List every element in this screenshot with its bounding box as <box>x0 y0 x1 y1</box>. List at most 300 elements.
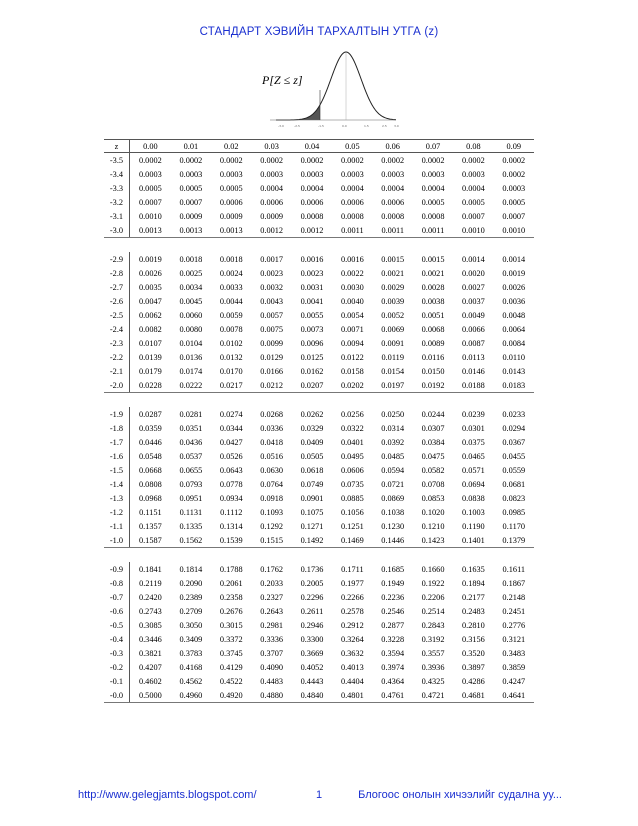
probability-cell: 0.2266 <box>340 592 364 602</box>
probability-cell: 0.0465 <box>462 451 485 461</box>
probability-cell: 0.0005 <box>219 183 243 193</box>
probability-cell: 0.0078 <box>219 324 243 334</box>
row-z-value: -2.7 <box>104 280 130 294</box>
probability-cell: 0.0009 <box>260 211 284 221</box>
probability-cell: 0.0582 <box>421 465 445 475</box>
probability-cell: 0.0062 <box>138 310 162 320</box>
probability-cell: 0.2296 <box>300 592 324 602</box>
probability-cell: 0.2177 <box>462 592 485 602</box>
probability-cell: 0.0008 <box>381 211 405 221</box>
row-z-value: -0.0 <box>104 688 130 703</box>
row-z-value: -1.6 <box>104 449 130 463</box>
probability-cell: 0.1814 <box>179 564 203 574</box>
probability-cell: 0.3520 <box>462 648 485 658</box>
row-z-value: -0.5 <box>104 618 130 632</box>
probability-cell: 0.1660 <box>421 564 445 574</box>
probability-cell: 0.0027 <box>462 282 485 292</box>
block-spacer <box>104 548 534 563</box>
probability-cell: 0.0075 <box>260 324 284 334</box>
probability-cell: 0.0559 <box>502 465 526 475</box>
probability-cell: 0.0322 <box>340 423 364 433</box>
table-row <box>104 505 534 519</box>
probability-cell: 0.0045 <box>179 296 203 306</box>
probability-cell: 0.0004 <box>260 183 284 193</box>
probability-cell: 0.4404 <box>340 676 364 686</box>
probability-cell: 0.0228 <box>130 378 171 393</box>
row-z-value: -1.8 <box>104 421 130 435</box>
probability-cell: 0.0192 <box>413 378 453 393</box>
probability-cell: 0.0039 <box>381 296 405 306</box>
probability-cell: 0.0044 <box>219 296 243 306</box>
probability-cell: 0.0006 <box>260 197 284 207</box>
probability-cell: 0.0003 <box>502 183 526 193</box>
probability-cell: 0.4483 <box>260 676 284 686</box>
probability-cell: 0.0040 <box>340 296 364 306</box>
probability-cell: 0.0015 <box>421 254 445 264</box>
page-title: СТАНДАРТ ХЭВИЙН ТАРХАЛТЫН УТГА (z) <box>199 26 439 38</box>
probability-cell: 0.0174 <box>179 366 203 376</box>
probability-cell: 0.0009 <box>219 211 243 221</box>
probability-cell: 0.3669 <box>300 648 324 658</box>
probability-cell: 0.0002 <box>300 155 324 165</box>
probability-cell: 0.3409 <box>179 634 203 644</box>
probability-cell: 0.0668 <box>138 465 162 475</box>
table-row <box>104 181 534 195</box>
probability-cell: 0.4090 <box>260 662 284 672</box>
probability-cell: 0.2546 <box>381 606 405 616</box>
table-row <box>104 435 534 449</box>
probability-cell: 0.0003 <box>381 169 405 179</box>
probability-cell: 0.0446 <box>138 437 162 447</box>
probability-cell: 0.0571 <box>462 465 485 475</box>
probability-cell: 0.0094 <box>340 338 364 348</box>
probability-cell: 0.0233 <box>502 409 526 419</box>
probability-cell: 0.2676 <box>219 606 243 616</box>
probability-cell: 0.0004 <box>462 183 485 193</box>
probability-cell: 0.0418 <box>260 437 284 447</box>
probability-cell: 0.0183 <box>494 378 534 393</box>
probability-cell: 0.0091 <box>381 338 405 348</box>
probability-cell: 0.0002 <box>219 155 243 165</box>
probability-cell: 0.0003 <box>219 169 243 179</box>
probability-cell: 0.0031 <box>300 282 324 292</box>
axis-tick-label: -2.5 <box>294 124 300 128</box>
probability-cell: 0.0002 <box>381 155 405 165</box>
probability-cell: 0.4761 <box>373 688 413 703</box>
probability-cell: 0.0274 <box>219 409 243 419</box>
probability-cell: 0.0401 <box>340 437 364 447</box>
probability-cell: 0.0002 <box>179 155 203 165</box>
probability-cell: 0.0006 <box>300 197 324 207</box>
row-z-value: -2.2 <box>104 350 130 364</box>
probability-cell: 0.0307 <box>421 423 445 433</box>
table-row <box>104 308 534 322</box>
row-z-value: -3.1 <box>104 209 130 223</box>
probability-cell: 0.1762 <box>260 564 284 574</box>
row-z-value: -1.5 <box>104 463 130 477</box>
probability-cell: 0.2389 <box>179 592 203 602</box>
probability-cell: 0.0436 <box>179 437 203 447</box>
probability-cell: 0.2643 <box>260 606 284 616</box>
probability-cell: 0.1562 <box>171 533 211 548</box>
probability-cell: 0.0049 <box>462 310 485 320</box>
probability-cell: 0.0516 <box>260 451 284 461</box>
probability-cell: 0.3632 <box>340 648 364 658</box>
probability-cell: 0.0708 <box>421 479 445 489</box>
probability-cell: 0.0008 <box>340 211 364 221</box>
header-col: 0.02 <box>224 141 239 151</box>
probability-cell: 0.1587 <box>130 533 171 548</box>
probability-cell: 0.0951 <box>179 493 203 503</box>
probability-cell: 0.0158 <box>340 366 364 376</box>
probability-cell: 0.3897 <box>462 662 485 672</box>
probability-cell: 0.0003 <box>260 169 284 179</box>
probability-cell: 0.0002 <box>260 155 284 165</box>
probability-cell: 0.3859 <box>502 662 526 672</box>
probability-cell: 0.0139 <box>138 352 162 362</box>
probability-cell: 0.4801 <box>332 688 372 703</box>
probability-cell: 0.0104 <box>179 338 203 348</box>
row-z-value: -0.4 <box>104 632 130 646</box>
probability-cell: 0.2709 <box>179 606 203 616</box>
probability-cell: 0.4840 <box>292 688 332 703</box>
probability-cell: 0.0011 <box>413 223 453 238</box>
row-z-value: -1.4 <box>104 477 130 491</box>
probability-cell: 0.0004 <box>381 183 405 193</box>
table-row <box>104 336 534 350</box>
row-z-value: -1.3 <box>104 491 130 505</box>
probability-cell: 0.0735 <box>340 479 364 489</box>
probability-cell: 0.3783 <box>179 648 203 658</box>
probability-cell: 0.0006 <box>340 197 364 207</box>
probability-cell: 0.0475 <box>421 451 445 461</box>
probability-cell: 0.4325 <box>421 676 445 686</box>
probability-cell: 0.0116 <box>421 352 445 362</box>
probability-cell: 0.0207 <box>292 378 332 393</box>
probability-cell: 0.0359 <box>138 423 162 433</box>
probability-cell: 0.0351 <box>179 423 203 433</box>
probability-cell: 0.1379 <box>494 533 534 548</box>
table-row <box>104 252 534 266</box>
probability-cell: 0.0023 <box>300 268 324 278</box>
probability-cell: 0.0016 <box>340 254 364 264</box>
probability-cell: 0.3300 <box>300 634 324 644</box>
probability-cell: 0.4960 <box>171 688 211 703</box>
probability-cell: 0.0005 <box>502 197 526 207</box>
block-spacer <box>104 238 534 253</box>
table-row <box>104 167 534 181</box>
probability-cell: 0.4247 <box>502 676 526 686</box>
header-col: 0.07 <box>425 141 441 151</box>
formula-label: P[Z ≤ z] <box>262 73 303 87</box>
probability-cell: 0.0179 <box>138 366 162 376</box>
probability-cell: 0.0033 <box>219 282 243 292</box>
probability-cell: 0.1093 <box>260 507 284 517</box>
probability-cell: 0.4562 <box>179 676 203 686</box>
probability-cell: 0.2912 <box>340 620 364 630</box>
probability-cell: 0.2061 <box>219 578 243 588</box>
probability-cell: 0.0409 <box>300 437 324 447</box>
probability-cell: 0.0068 <box>421 324 445 334</box>
probability-cell: 0.1539 <box>211 533 251 548</box>
probability-cell: 0.3156 <box>462 634 485 644</box>
probability-cell: 0.4364 <box>381 676 405 686</box>
probability-cell: 0.0006 <box>219 197 243 207</box>
probability-cell: 0.0721 <box>381 479 405 489</box>
probability-cell: 0.0005 <box>421 197 445 207</box>
probability-cell: 0.0150 <box>421 366 445 376</box>
table-row <box>104 407 534 421</box>
probability-cell: 0.1075 <box>300 507 324 517</box>
probability-cell: 0.2236 <box>381 592 405 602</box>
probability-cell: 0.0694 <box>462 479 485 489</box>
probability-cell: 0.0048 <box>502 310 526 320</box>
probability-cell: 0.0934 <box>219 493 243 503</box>
probability-cell: 0.3372 <box>219 634 243 644</box>
probability-cell: 0.1210 <box>421 521 445 531</box>
probability-cell: 0.2420 <box>138 592 162 602</box>
probability-cell: 0.4602 <box>138 676 162 686</box>
probability-cell: 0.2810 <box>462 620 485 630</box>
probability-cell: 0.0037 <box>462 296 485 306</box>
row-z-value: -1.1 <box>104 519 130 533</box>
probability-cell: 0.0038 <box>421 296 445 306</box>
probability-cell: 0.5000 <box>130 688 171 703</box>
table-row <box>104 421 534 435</box>
table-row <box>104 660 534 674</box>
table-row <box>104 463 534 477</box>
probability-cell: 0.0314 <box>381 423 405 433</box>
z-table <box>104 139 534 703</box>
table-row <box>104 519 534 533</box>
table-row <box>104 294 534 308</box>
header-col: 0.06 <box>385 141 400 151</box>
axis-tick-label: 1.5 <box>364 124 369 128</box>
probability-cell: 0.0749 <box>300 479 324 489</box>
probability-cell: 0.0869 <box>381 493 405 503</box>
probability-cell: 0.1492 <box>292 533 332 548</box>
probability-cell: 0.0008 <box>300 211 324 221</box>
probability-cell: 0.3336 <box>260 634 284 644</box>
row-z-value: -0.1 <box>104 674 130 688</box>
probability-cell: 0.0918 <box>260 493 284 503</box>
probability-cell: 0.0281 <box>179 409 203 419</box>
table-row <box>104 266 534 280</box>
probability-cell: 0.3085 <box>138 620 162 630</box>
probability-cell: 0.2327 <box>260 592 284 602</box>
probability-cell: 0.1335 <box>179 521 203 531</box>
table-header-row <box>104 140 534 153</box>
probability-cell: 0.0022 <box>340 268 364 278</box>
shaded-tail-area <box>276 105 320 120</box>
table-row <box>104 209 534 223</box>
table-row <box>104 562 534 576</box>
probability-cell: 0.0375 <box>462 437 485 447</box>
probability-cell: 0.0030 <box>340 282 364 292</box>
footer-note: Блогоос онолын хичээлийг судална уу... <box>358 789 562 801</box>
row-z-value: -2.3 <box>104 336 130 350</box>
probability-cell: 0.1867 <box>502 578 526 588</box>
row-z-value: -2.9 <box>104 252 130 266</box>
probability-cell: 0.0064 <box>502 324 526 334</box>
table-row <box>104 674 534 688</box>
probability-cell: 0.0006 <box>381 197 405 207</box>
probability-cell: 0.0021 <box>421 268 445 278</box>
probability-cell: 0.3050 <box>179 620 203 630</box>
probability-cell: 0.0250 <box>381 409 405 419</box>
table-row <box>104 477 534 491</box>
probability-cell: 0.0107 <box>138 338 162 348</box>
probability-cell: 0.0035 <box>138 282 162 292</box>
table-row <box>104 688 534 703</box>
probability-cell: 0.0188 <box>453 378 493 393</box>
row-z-value: -3.0 <box>104 223 130 238</box>
header-col: 0.08 <box>466 141 481 151</box>
probability-cell: 0.0901 <box>300 493 324 503</box>
probability-cell: 0.0014 <box>462 254 485 264</box>
row-z-value: -0.8 <box>104 576 130 590</box>
row-z-value: -2.1 <box>104 364 130 378</box>
probability-cell: 0.0119 <box>381 352 404 362</box>
probability-cell: 0.0537 <box>179 451 203 461</box>
probability-cell: 0.0681 <box>502 479 526 489</box>
table-row <box>104 378 534 393</box>
block-spacer <box>104 393 534 408</box>
probability-cell: 0.3594 <box>381 648 405 658</box>
probability-cell: 0.0020 <box>462 268 485 278</box>
probability-cell: 0.0202 <box>332 378 372 393</box>
row-z-value: -2.4 <box>104 322 130 336</box>
probability-cell: 0.0032 <box>260 282 284 292</box>
probability-cell: 0.1056 <box>340 507 364 517</box>
probability-cell: 0.0222 <box>171 378 211 393</box>
probability-cell: 0.0643 <box>219 465 243 475</box>
probability-cell: 0.0808 <box>138 479 162 489</box>
table-row <box>104 223 534 238</box>
table-row <box>104 364 534 378</box>
probability-cell: 0.0005 <box>138 183 162 193</box>
probability-cell: 0.0008 <box>421 211 445 221</box>
probability-cell: 0.0968 <box>138 493 162 503</box>
header-z: z <box>104 140 130 153</box>
probability-cell: 0.0010 <box>494 223 534 238</box>
probability-cell: 0.1314 <box>219 521 243 531</box>
probability-cell: 0.3707 <box>260 648 284 658</box>
row-z-value: -2.0 <box>104 378 130 393</box>
probability-cell: 0.4522 <box>219 676 243 686</box>
probability-cell: 0.0129 <box>260 352 284 362</box>
table-row <box>104 533 534 548</box>
probability-cell: 0.3192 <box>421 634 445 644</box>
header-col: 0.05 <box>345 141 360 151</box>
probability-cell: 0.0017 <box>260 254 284 264</box>
probability-cell: 0.0102 <box>219 338 243 348</box>
probability-cell: 0.0018 <box>219 254 243 264</box>
probability-cell: 0.1112 <box>220 507 243 517</box>
probability-cell: 0.2483 <box>462 606 485 616</box>
probability-cell: 0.0047 <box>138 296 162 306</box>
probability-cell: 0.0367 <box>502 437 526 447</box>
row-z-value: -3.4 <box>104 167 130 181</box>
probability-cell: 0.0003 <box>340 169 364 179</box>
probability-cell: 0.3936 <box>421 662 445 672</box>
probability-cell: 0.1685 <box>381 564 405 574</box>
probability-cell: 0.3264 <box>340 634 364 644</box>
probability-cell: 0.0013 <box>171 223 211 238</box>
probability-cell: 0.0985 <box>502 507 526 517</box>
probability-cell: 0.1515 <box>251 533 291 548</box>
probability-cell: 0.2206 <box>421 592 445 602</box>
probability-cell: 0.1841 <box>138 564 162 574</box>
axis-tick-label: -1.5 <box>318 124 324 128</box>
probability-cell: 0.0002 <box>462 155 485 165</box>
probability-cell: 0.1190 <box>462 521 485 531</box>
probability-cell: 0.0051 <box>421 310 445 320</box>
probability-cell: 0.1922 <box>421 578 445 588</box>
probability-cell: 0.1230 <box>381 521 405 531</box>
probability-cell: 0.0301 <box>462 423 485 433</box>
probability-cell: 0.0012 <box>251 223 291 238</box>
probability-cell: 0.0217 <box>211 378 251 393</box>
row-z-value: -0.6 <box>104 604 130 618</box>
probability-cell: 0.1357 <box>138 521 162 531</box>
probability-cell: 0.0239 <box>462 409 485 419</box>
probability-cell: 0.0019 <box>502 268 526 278</box>
probability-cell: 0.1611 <box>502 564 526 574</box>
probability-cell: 0.0003 <box>138 169 162 179</box>
row-z-value: -1.9 <box>104 407 130 421</box>
probability-cell: 0.0082 <box>138 324 162 334</box>
probability-cell: 0.0004 <box>340 183 364 193</box>
probability-cell: 0.0099 <box>260 338 284 348</box>
probability-cell: 0.3557 <box>421 648 445 658</box>
probability-cell: 0.0036 <box>502 296 526 306</box>
probability-cell: 0.0197 <box>373 378 413 393</box>
probability-cell: 0.2611 <box>300 606 324 616</box>
probability-cell: 0.0028 <box>421 282 445 292</box>
probability-cell: 0.0019 <box>138 254 162 264</box>
probability-cell: 0.4681 <box>453 688 493 703</box>
probability-cell: 0.1271 <box>300 521 324 531</box>
probability-cell: 0.0655 <box>179 465 203 475</box>
probability-cell: 0.4052 <box>300 662 324 672</box>
probability-cell: 0.0013 <box>211 223 251 238</box>
probability-cell: 0.1894 <box>462 578 485 588</box>
probability-cell: 0.0029 <box>381 282 405 292</box>
probability-cell: 0.0606 <box>340 465 364 475</box>
probability-cell: 0.1635 <box>462 564 485 574</box>
footer-url[interactable]: http://www.gelegjamts.blogspot.com/ <box>78 789 257 801</box>
table-row <box>104 632 534 646</box>
probability-cell: 0.0018 <box>179 254 203 264</box>
probability-cell: 0.0007 <box>502 211 526 221</box>
probability-cell: 0.0125 <box>300 352 324 362</box>
probability-cell: 0.0087 <box>462 338 485 348</box>
probability-cell: 0.0014 <box>502 254 526 264</box>
probability-cell: 0.0166 <box>260 366 284 376</box>
probability-cell: 0.0089 <box>421 338 445 348</box>
probability-cell: 0.0344 <box>219 423 243 433</box>
probability-cell: 0.0010 <box>453 223 493 238</box>
probability-cell: 0.0548 <box>138 451 162 461</box>
probability-cell: 0.0268 <box>260 409 284 419</box>
probability-cell: 0.0009 <box>179 211 203 221</box>
axis-tick-label: 3.0 <box>394 124 399 128</box>
row-z-value: -2.8 <box>104 266 130 280</box>
probability-cell: 0.0505 <box>300 451 324 461</box>
row-z-value: -2.6 <box>104 294 130 308</box>
probability-cell: 0.1292 <box>260 521 284 531</box>
